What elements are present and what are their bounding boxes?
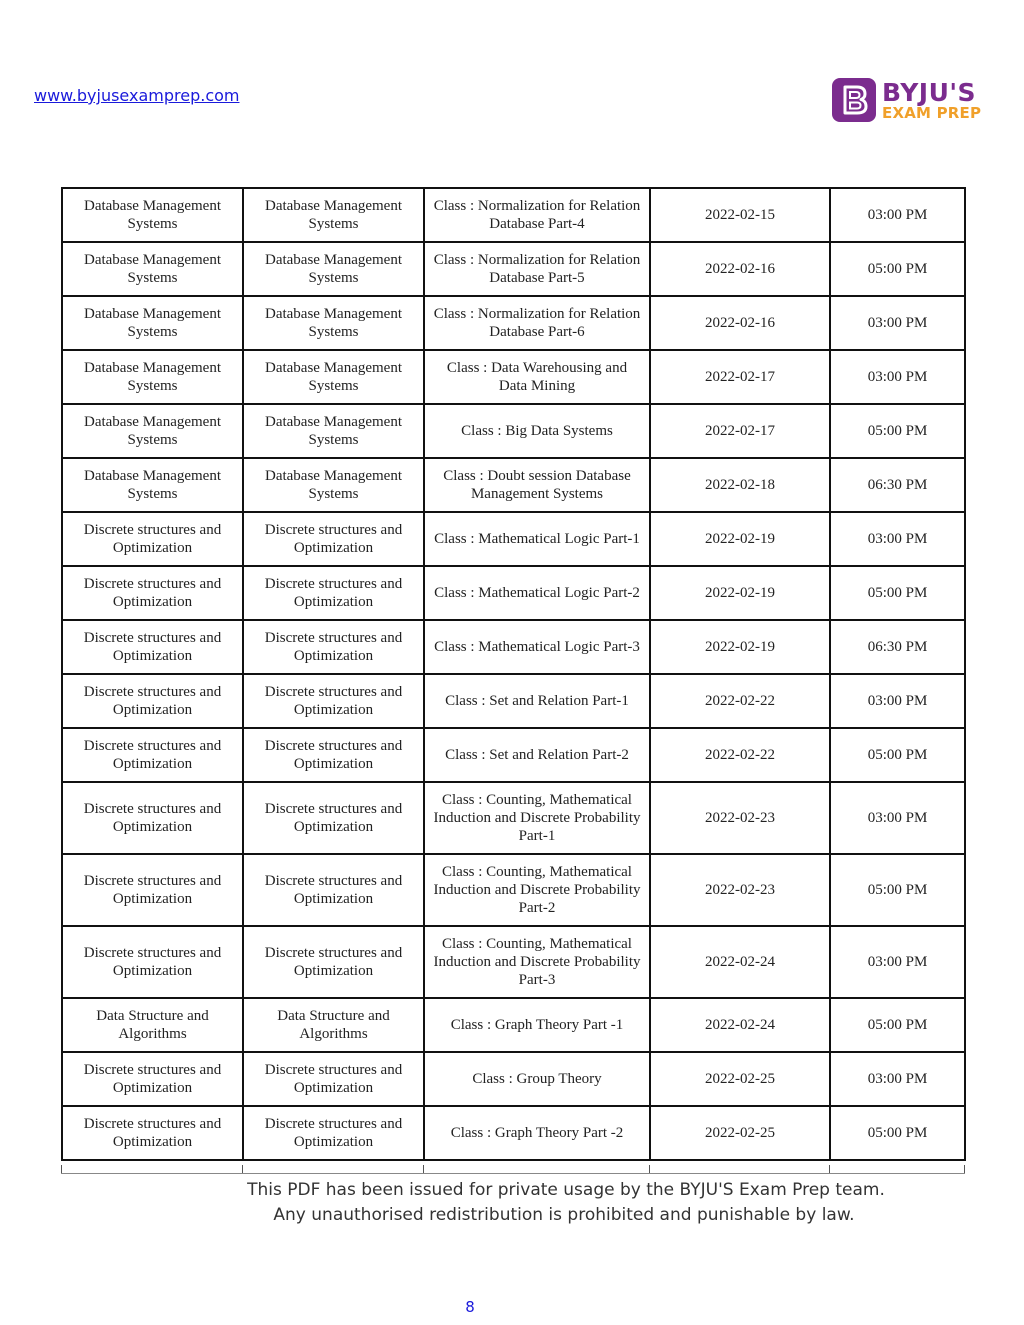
time-cell: 05:00 PM bbox=[830, 1106, 965, 1160]
logo-subtitle: EXAM PREP bbox=[882, 103, 982, 122]
byjus-b-logo-icon bbox=[832, 78, 876, 122]
topic-cell: Discrete structures and Optimization bbox=[243, 728, 424, 782]
table-row bbox=[62, 512, 965, 566]
time-cell: 03:00 PM bbox=[830, 350, 965, 404]
subject-cell: Database Management Systems bbox=[62, 458, 243, 512]
topic-cell: Discrete structures and Optimization bbox=[243, 512, 424, 566]
date-cell: 2022-02-16 bbox=[650, 242, 830, 296]
class-cell: Class : Set and Relation Part-1 bbox=[424, 674, 650, 728]
class-cell: Class : Group Theory bbox=[424, 1052, 650, 1106]
time-cell: 06:30 PM bbox=[830, 620, 965, 674]
subject-cell: Data Structure and Algorithms bbox=[62, 998, 243, 1052]
table-row bbox=[62, 458, 965, 512]
table-row bbox=[62, 350, 965, 404]
date-cell: 2022-02-19 bbox=[650, 620, 830, 674]
subject-cell: Database Management Systems bbox=[62, 242, 243, 296]
table-row bbox=[62, 782, 965, 854]
time-cell: 05:00 PM bbox=[830, 566, 965, 620]
date-cell: 2022-02-22 bbox=[650, 728, 830, 782]
topic-cell: Database Management Systems bbox=[243, 242, 424, 296]
topic-cell: Discrete structures and Optimization bbox=[243, 782, 424, 854]
subject-cell: Discrete structures and Optimization bbox=[62, 854, 243, 926]
date-cell: 2022-02-22 bbox=[650, 674, 830, 728]
topic-cell: Database Management Systems bbox=[243, 296, 424, 350]
class-cell: Class : Mathematical Logic Part-1 bbox=[424, 512, 650, 566]
class-cell: Class : Big Data Systems bbox=[424, 404, 650, 458]
date-cell: 2022-02-24 bbox=[650, 926, 830, 998]
date-cell: 2022-02-23 bbox=[650, 854, 830, 926]
time-cell: 05:00 PM bbox=[830, 854, 965, 926]
table-row bbox=[62, 1052, 965, 1106]
date-cell: 2022-02-19 bbox=[650, 512, 830, 566]
disclaimer-line-1: This PDF has been issued for private usage by the BYJU'S Exam Prep team. bbox=[247, 1180, 885, 1200]
class-cell: Class : Counting, Mathematical Induction and Discrete Probability Part-1 bbox=[424, 782, 650, 854]
table-row bbox=[62, 404, 965, 458]
date-cell: 2022-02-19 bbox=[650, 566, 830, 620]
date-cell: 2022-02-18 bbox=[650, 458, 830, 512]
table-row bbox=[62, 242, 965, 296]
time-cell: 03:00 PM bbox=[830, 1052, 965, 1106]
class-cell: Class : Normalization for Relation Database Part-4 bbox=[424, 188, 650, 242]
subject-cell: Discrete structures and Optimization bbox=[62, 1106, 243, 1160]
topic-cell: Discrete structures and Optimization bbox=[243, 620, 424, 674]
date-cell: 2022-02-25 bbox=[650, 1052, 830, 1106]
time-cell: 03:00 PM bbox=[830, 188, 965, 242]
topic-cell: Discrete structures and Optimization bbox=[243, 926, 424, 998]
class-cell: Class : Graph Theory Part -2 bbox=[424, 1106, 650, 1160]
subject-cell: Database Management Systems bbox=[62, 188, 243, 242]
topic-cell: Discrete structures and Optimization bbox=[243, 854, 424, 926]
subject-cell: Discrete structures and Optimization bbox=[62, 512, 243, 566]
table-row bbox=[62, 998, 965, 1052]
subject-cell: Database Management Systems bbox=[62, 296, 243, 350]
date-cell: 2022-02-23 bbox=[650, 782, 830, 854]
topic-cell: Discrete structures and Optimization bbox=[243, 1052, 424, 1106]
date-cell: 2022-02-25 bbox=[650, 1106, 830, 1160]
table-row bbox=[62, 854, 965, 926]
subject-cell: Discrete structures and Optimization bbox=[62, 566, 243, 620]
topic-cell: Discrete structures and Optimization bbox=[243, 1106, 424, 1160]
class-cell: Class : Graph Theory Part -1 bbox=[424, 998, 650, 1052]
table-row bbox=[62, 926, 965, 998]
topic-cell: Database Management Systems bbox=[243, 458, 424, 512]
table-row bbox=[62, 566, 965, 620]
page-number: 8 bbox=[465, 1298, 475, 1316]
date-cell: 2022-02-15 bbox=[650, 188, 830, 242]
disclaimer-line-2: Any unauthorised redistribution is prohibited and punishable by law. bbox=[273, 1205, 855, 1225]
date-cell: 2022-02-17 bbox=[650, 404, 830, 458]
table-row bbox=[62, 188, 965, 242]
time-cell: 03:00 PM bbox=[830, 512, 965, 566]
class-cell: Class : Set and Relation Part-2 bbox=[424, 728, 650, 782]
topic-cell: Data Structure and Algorithms bbox=[243, 998, 424, 1052]
time-cell: 03:00 PM bbox=[830, 926, 965, 998]
class-cell: Class : Data Warehousing and Data Mining bbox=[424, 350, 650, 404]
time-cell: 03:00 PM bbox=[830, 782, 965, 854]
footer-divider bbox=[61, 1173, 965, 1174]
class-schedule-table bbox=[61, 187, 966, 1161]
time-cell: 05:00 PM bbox=[830, 242, 965, 296]
date-cell: 2022-02-24 bbox=[650, 998, 830, 1052]
subject-cell: Database Management Systems bbox=[62, 404, 243, 458]
date-cell: 2022-02-17 bbox=[650, 350, 830, 404]
subject-cell: Discrete structures and Optimization bbox=[62, 782, 243, 854]
subject-cell: Discrete structures and Optimization bbox=[62, 1052, 243, 1106]
logo-wordmark: BYJU'S bbox=[882, 77, 977, 107]
table-continuation-ticks bbox=[61, 1165, 965, 1173]
topic-cell: Discrete structures and Optimization bbox=[243, 566, 424, 620]
class-cell: Class : Counting, Mathematical Induction and Discrete Probability Part-3 bbox=[424, 926, 650, 998]
topic-cell: Database Management Systems bbox=[243, 404, 424, 458]
class-cell: Class : Doubt session Database Management Systems bbox=[424, 458, 650, 512]
class-cell: Class : Normalization for Relation Database Part-5 bbox=[424, 242, 650, 296]
subject-cell: Discrete structures and Optimization bbox=[62, 620, 243, 674]
time-cell: 05:00 PM bbox=[830, 404, 965, 458]
time-cell: 03:00 PM bbox=[830, 674, 965, 728]
time-cell: 06:30 PM bbox=[830, 458, 965, 512]
site-link[interactable]: www.byjusexamprep.com bbox=[34, 86, 240, 105]
class-cell: Class : Normalization for Relation Database Part-6 bbox=[424, 296, 650, 350]
topic-cell: Database Management Systems bbox=[243, 188, 424, 242]
date-cell: 2022-02-16 bbox=[650, 296, 830, 350]
subject-cell: Database Management Systems bbox=[62, 350, 243, 404]
subject-cell: Discrete structures and Optimization bbox=[62, 674, 243, 728]
table-row bbox=[62, 1106, 965, 1160]
table-row bbox=[62, 296, 965, 350]
table-row bbox=[62, 620, 965, 674]
subject-cell: Discrete structures and Optimization bbox=[62, 926, 243, 998]
time-cell: 05:00 PM bbox=[830, 728, 965, 782]
topic-cell: Database Management Systems bbox=[243, 350, 424, 404]
class-cell: Class : Mathematical Logic Part-2 bbox=[424, 566, 650, 620]
class-cell: Class : Counting, Mathematical Induction and Discrete Probability Part-2 bbox=[424, 854, 650, 926]
time-cell: 05:00 PM bbox=[830, 998, 965, 1052]
class-cell: Class : Mathematical Logic Part-3 bbox=[424, 620, 650, 674]
topic-cell: Discrete structures and Optimization bbox=[243, 674, 424, 728]
time-cell: 03:00 PM bbox=[830, 296, 965, 350]
table-row bbox=[62, 728, 965, 782]
byjus-exam-prep-logo bbox=[832, 75, 992, 125]
table-row bbox=[62, 674, 965, 728]
subject-cell: Discrete structures and Optimization bbox=[62, 728, 243, 782]
